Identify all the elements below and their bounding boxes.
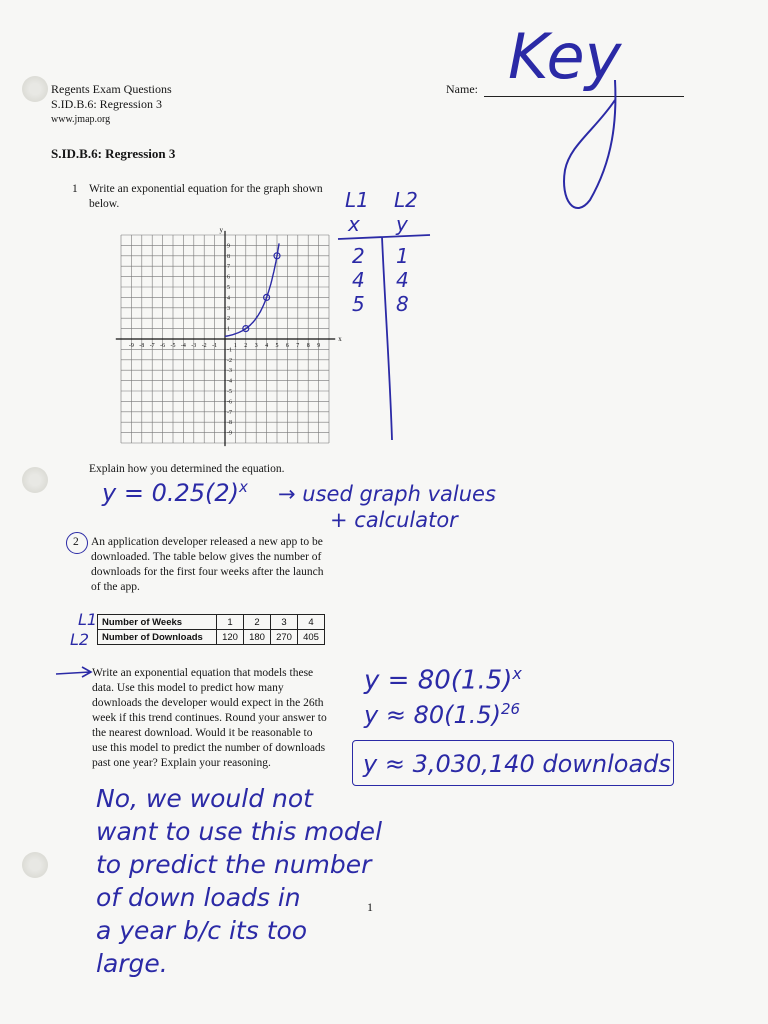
header-line-2: S.ID.B.6: Regression 3 xyxy=(51,97,162,111)
q2-answer-substitution xyxy=(364,700,520,729)
q1-prompt-line-1: Write an exponential equation for the graph shown xyxy=(89,183,323,195)
name-label: Name: xyxy=(446,82,478,96)
y-tick-label: 5 xyxy=(227,285,230,291)
q1-answer-equation xyxy=(102,478,248,507)
q2-prompt-line-3: downloads the developer would expect in the 26th xyxy=(92,697,324,709)
y-tick-label: 9 xyxy=(227,243,230,250)
q1-list-x-1: 2 xyxy=(352,244,365,268)
q1-answer-note-2: + calculator xyxy=(330,508,458,532)
table-cell: 405 xyxy=(298,630,325,645)
curve-line xyxy=(225,243,279,336)
y-tick-label: -6 xyxy=(227,399,232,406)
x-tick-label: -1 xyxy=(212,343,218,349)
q1-list-lines xyxy=(330,225,440,445)
header-line-1: Regents Exam Questions xyxy=(51,82,172,96)
q2-reasoning-line-5: a year b/c its too xyxy=(96,916,308,945)
y-tick-label: 4 xyxy=(227,295,230,302)
name-loop-stroke xyxy=(555,60,635,220)
x-tick-label: 5 xyxy=(275,343,279,349)
q1-list-y-values xyxy=(396,244,409,316)
x-tick-label: 3 xyxy=(254,343,258,349)
y-tick-label: 2 xyxy=(227,316,230,323)
table-cell: 1 xyxy=(217,615,244,630)
q2-arrow-icon xyxy=(54,664,96,680)
table-row xyxy=(98,615,325,630)
y-tick-label: 6 xyxy=(227,274,230,281)
q1-prompt xyxy=(89,182,369,212)
q1-list-header-l1: L1 xyxy=(345,188,369,212)
y-tick-label: -7 xyxy=(227,409,232,416)
y-tick-label: -3 xyxy=(227,368,232,375)
table-cell: 4 xyxy=(298,615,325,630)
q2-number: 2 xyxy=(73,536,79,548)
x-tick-label: -4 xyxy=(180,343,186,349)
table-row-label-weeks: Number of Weeks xyxy=(98,615,217,630)
y-axis-label: y xyxy=(219,225,223,234)
q2-intro-line-3: downloads for the first four weeks after the launch xyxy=(91,566,324,578)
q1-number: 1 xyxy=(72,183,78,195)
x-tick-label: -7 xyxy=(149,343,155,349)
q1-explain-prompt: Explain how you determined the equation. xyxy=(89,463,285,475)
q2-prompt-line-7: past one year? Explain your reasoning. xyxy=(92,757,271,769)
x-axis-label: x xyxy=(338,335,342,343)
x-tick-label: 2 xyxy=(244,343,248,349)
y-tick-label: -4 xyxy=(227,378,232,385)
q2-reasoning-line-3: to predict the number xyxy=(96,850,372,879)
table-cell: 180 xyxy=(244,630,271,645)
q2-answer-sub-exponent: 26 xyxy=(501,700,521,718)
binder-hole-bottom xyxy=(22,852,48,878)
q2-downloads-table xyxy=(97,614,325,645)
q1-answer-note-1: → used graph values xyxy=(278,482,496,506)
x-tick-label: 1 xyxy=(233,343,237,349)
q1-list-header-l2: L2 xyxy=(394,188,418,212)
q1-list-x-values xyxy=(352,244,365,316)
x-tick-label: -9 xyxy=(128,343,134,349)
x-tick-label: 8 xyxy=(306,343,310,349)
q1-list-var-y: y xyxy=(396,212,408,236)
q2-prompt-line-5: the nearest download. Would it be reasonable to xyxy=(92,727,313,739)
y-tick-label: -1 xyxy=(227,347,232,354)
q2-prompt-line-1: Write an exponential equation that models these xyxy=(92,667,314,679)
q2-prompt-line-2: data. Use this model to predict how many xyxy=(92,682,284,694)
q2-reasoning-line-1: No, we would not xyxy=(96,784,313,813)
y-tick-label: 8 xyxy=(227,253,230,260)
table-row xyxy=(98,630,325,645)
q2-answer-equation xyxy=(364,664,522,696)
header-block xyxy=(51,82,172,127)
q2-answer-result-box: y ≈ 3,030,140 downloads xyxy=(352,740,674,786)
q2-prompt-line-6: use this model to predict the number of downloads xyxy=(92,742,326,754)
q1-list-var-x: x xyxy=(348,212,360,236)
y-tick-label: 7 xyxy=(227,264,230,271)
x-tick-label: 7 xyxy=(296,343,300,349)
q1-answer-eq-exponent: x xyxy=(239,478,248,496)
q2-intro-line-1: An application developer released a new app to be xyxy=(91,536,323,548)
x-tick-label: -2 xyxy=(201,343,207,349)
q2-table-tag-l1: L1 xyxy=(78,610,98,629)
x-tick-label: 4 xyxy=(265,343,269,349)
q1-answer-eq-base: y = 0.25(2) xyxy=(102,479,240,507)
x-tick-label: -8 xyxy=(139,343,145,349)
table-cell: 3 xyxy=(271,615,298,630)
q2-answer-eq-exponent: x xyxy=(512,664,522,683)
q1-list-y-1: 1 xyxy=(396,244,409,268)
x-tick-label: -3 xyxy=(191,343,197,349)
q1-graph xyxy=(112,225,342,446)
y-tick-label: -2 xyxy=(227,357,232,364)
q2-answer-eq-base: y = 80(1.5) xyxy=(364,665,513,696)
y-tick-label: 3 xyxy=(227,305,230,312)
binder-hole-middle xyxy=(22,467,48,493)
y-tick-label: -8 xyxy=(227,420,232,427)
q2-reasoning-line-2: want to use this model xyxy=(96,817,383,846)
binder-hole-top xyxy=(22,76,48,102)
q1-prompt-line-2: below. xyxy=(89,198,120,210)
y-tick-label: 1 xyxy=(227,326,230,333)
name-handwritten: Key xyxy=(508,20,622,93)
q2-answer-sub-base: y ≈ 80(1.5) xyxy=(364,701,502,729)
y-tick-label: -9 xyxy=(227,430,232,437)
x-tick-label: 6 xyxy=(285,343,289,349)
page-title: S.ID.B.6: Regression 3 xyxy=(51,146,176,161)
q2-intro-line-2: downloaded. The table below gives the number of xyxy=(91,551,322,563)
q2-reasoning-line-6: large. xyxy=(96,949,168,978)
q2-intro-line-4: of the app. xyxy=(91,581,140,593)
x-tick-label: -5 xyxy=(170,343,176,349)
q1-list-x-3: 5 xyxy=(352,292,365,316)
q2-prompt-line-4: week if this trend continues. Round your answer to xyxy=(92,712,327,724)
q2-table-tag-l2: L2 xyxy=(70,630,90,649)
q2-reasoning xyxy=(96,782,382,980)
table-cell: 270 xyxy=(271,630,298,645)
q1-list-y-3: 8 xyxy=(396,292,409,316)
table-cell: 2 xyxy=(244,615,271,630)
q1-list-x-2: 4 xyxy=(352,268,365,292)
header-website: www.jmap.org xyxy=(51,114,111,125)
q2-reasoning-line-4: of down loads in xyxy=(96,883,301,912)
q1-list-y-2: 4 xyxy=(396,268,409,292)
q2-prompt xyxy=(92,666,360,771)
x-tick-label: 9 xyxy=(317,343,321,349)
table-cell: 120 xyxy=(217,630,244,645)
x-tick-label: -6 xyxy=(160,343,166,349)
q2-intro xyxy=(91,535,361,595)
page-number: 1 xyxy=(367,900,373,914)
table-row-label-downloads: Number of Downloads xyxy=(98,630,217,645)
y-tick-label: -5 xyxy=(227,389,232,395)
